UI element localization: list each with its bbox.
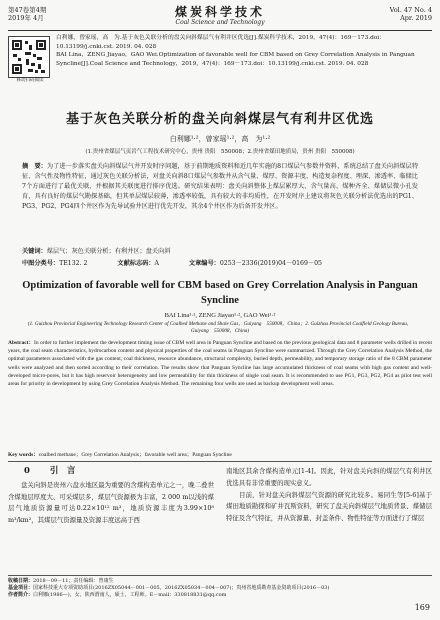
citation-block — [8, 34, 432, 102]
article-no-label: 文章编号： — [188, 260, 220, 267]
date-cn: 2019年 4月 — [8, 14, 44, 22]
intro-paragraph-right-top: 南地区其余含煤构造单元[1-4]。因此，针对盘关向斜的煤层气有利井区优选具有非常重要的现实意义。 — [226, 467, 432, 487]
journal-header — [8, 6, 432, 31]
page-number: 169 — [414, 603, 430, 612]
fund-line — [8, 585, 432, 592]
keywords-en-text: coalbed methane；Grey Correlation Analysis；favorable well area；Panguan Syncline — [38, 452, 232, 458]
citation-en: BAI Lina，ZENG Jiayao，GAO Wei.Optimization of favorable well for CBM based on Grey Correlation Analysis in Panguan Syncline[J].Coal Science and Technology，2019，47(4)：169－173.doi：10.13199/j.cnki.cst. 2019. 04. 028 — [56, 52, 415, 67]
received-value: 2018－09－11；责任编辑：曾康生 — [33, 578, 114, 584]
body-right-column — [226, 466, 432, 525]
footnote — [8, 578, 432, 599]
article-title-cn: 基于灰色关联分析的盘关向斜煤层气有利井区优选 — [65, 112, 374, 127]
author-bio-value: 白利娜(1986—)，女，陕西渭南人，硕士，工程师。E－mail：330818831@qq.com — [33, 592, 227, 598]
classification-row — [22, 258, 418, 267]
author-bio-label: 作者简介： — [8, 592, 34, 598]
journal-name-cn: 煤炭科学技术 — [174, 5, 265, 19]
abstract-cn — [22, 162, 418, 212]
keywords-cn-label: 关键词： — [22, 248, 47, 255]
keywords-cn-text: 煤层气；灰色关联分析；有利井区；盘关向斜 — [46, 248, 171, 255]
intro-paragraph-right-bottom: 目前，针对盘关向斜煤层气资源的研究比较多。易同生等[5-6]基于煤田地质勘探和矿井瓦斯资料，研究了盘关向斜煤层气地质背景、煤储层特征及含气特征，并从资源量、封盖条件、物性特征等方面进行了煤层 — [226, 490, 432, 523]
affiliation-en: (1. Guizhou Provincial Engineering Technology Research Center of Coalbed Methane and Shale Gas，Guiyang 550008，China；2. Guizhou Provincial Coalfield Geology Bureau，Guiyang 550008，China) — [27, 321, 413, 334]
authors-cn: 白利娜¹·²，曾家瑶¹·²，高 为¹·² — [169, 135, 271, 143]
divider-bottom — [8, 575, 432, 576]
doc-code-value: A — [154, 260, 159, 267]
abstract-en-label: Abstract： — [8, 340, 35, 346]
abstract-cn-text: 为了进一步落实盘关向斜煤层气井开发时序问题，基于前期地质资料和近几年实施的8口煤层气参数井资料，系统总结了盘关向斜煤层特征、含气性及物性特征，通过灰色关联分析法，对盘关向斜8口煤层气参数井从含气量、煤厚、资源丰度、构造复杂程度、埋深、渗透率、临储比7个方面进行了最优关联，并根据其关联度进行排序优选。研究结果表明：盘关向斜整体上煤层累厚大、含气量高、煤种齐全、煤储层微小孔发育，具有良好的煤层气勘探基础，但其单层煤层较薄，渗透率较低，具有较大的非均质性，在开发时序上建议将灰色关联分析法优选出的PG1、PG3、PG2、PG4四个井区作为先导试验井区进行优先开发，其余4个井区作为后备开发井区。 — [22, 163, 419, 210]
volume-en: Vol. 47 No. 4 — [389, 6, 432, 14]
author-bio-line — [8, 592, 432, 599]
body-left-column — [8, 466, 214, 527]
authors-en: BAI Lina¹·², ZENG Jiayao¹·², GAO Wei¹·² — [164, 312, 276, 319]
received-line — [8, 578, 432, 585]
journal-name — [8, 6, 432, 27]
affiliation-cn: (1.贵州省煤层气页岩气工程技术研究中心，贵州 贵阳 550008；2.贵州省煤田地质局，贵州 贵阳 550008) — [85, 149, 355, 155]
section-number: 0 — [24, 466, 30, 476]
divider-top — [8, 461, 432, 462]
doc-code-label: 文献标志码： — [117, 260, 155, 267]
journal-name-en: Coal Science and Technology — [175, 19, 265, 26]
fund-label: 基金项目： — [8, 585, 34, 591]
date-en: Apr. 2019 — [400, 14, 432, 22]
abstract-cn-label: 摘 要： — [22, 163, 47, 170]
clc-value: TE132. 2 — [59, 260, 88, 267]
section-heading — [24, 466, 214, 478]
clc-label: 中图分类号： — [22, 260, 60, 267]
article-no-value: 0253－2336(2019)04－0169－05 — [219, 260, 322, 267]
article-title-en: Optimization of favorable well for CBM based on Grey Correlation Analysis in Panguan Syncline — [22, 280, 418, 306]
section-title: 引 言 — [49, 466, 76, 476]
qr-caption: 移动扫码阅读 — [16, 78, 44, 83]
volume-cn: 第47卷第4期 — [8, 6, 47, 14]
received-label: 收稿日期： — [8, 578, 34, 584]
fund-value: 国家科技重大专项资助项目(2016ZX05044－001－005，2016ZX05034－004－007)；贵州省地质勘查基金资助项目(2016－03) — [33, 585, 330, 591]
abstract-en-text: In order to further implement the development timing issue of CBM well area in Panguan Syncline and based on the previous geological data and 8 parameter wells drilled in recent years, the coal seam characteristics, hydrocarbon content and physical properties of the coal seams in Panguan Syncline were summarized. Through the Grey Correlation Analysis Method, the optimal parameters associated with the gas content, coal thickness, resource abundance, structural complexity, buried depth, permeability, and temporary storage ratio of the 8 CBM parameter wells were analyzed and then sorted according to their correlation. The results show that Panguan Syncline has large accumulated thickness of coal seams with high gas content and well-developed micro-pores, but it has high reservoir heterogeneity and low permeability for thin thickness of single coal seam. It is recommended to use PG1, PG3, PG2, PG4 as pilot test well areas for priority in development by using Grey Correlation Analysis Method. The remaining four wells are used as backup development well areas. — [8, 340, 433, 388]
citation-text — [56, 34, 432, 68]
volume-info-en — [390, 6, 432, 22]
abstract-en — [8, 339, 432, 388]
keywords-en — [8, 450, 432, 458]
keywords-en-label: Key words： — [8, 452, 39, 458]
intro-paragraph-left: 盘关向斜是贵州六盘水地区最为重要的含煤构造单元之一，晚二叠世含煤地层厚度大、可采煤层多，煤层气资源极为丰富，2 000 m以浅的煤层气地质资源量可达0.22×10¹² m³，地质资源丰度为3.99×10⁸ m³/km²，其煤层气资源量及资源丰度远高于西 — [8, 480, 214, 525]
qr-code-icon[interactable] — [8, 36, 50, 78]
citation-cn: 白利娜，曾家瑶，高 为.基于灰色关联分析的盘关向斜煤层气有利井区优选[J].煤炭科学技术，2019，47(4)：169－173.doi：10.13199/j.cnki.cst. 2019. 04. 028 — [56, 35, 385, 50]
keywords-cn — [22, 246, 418, 255]
